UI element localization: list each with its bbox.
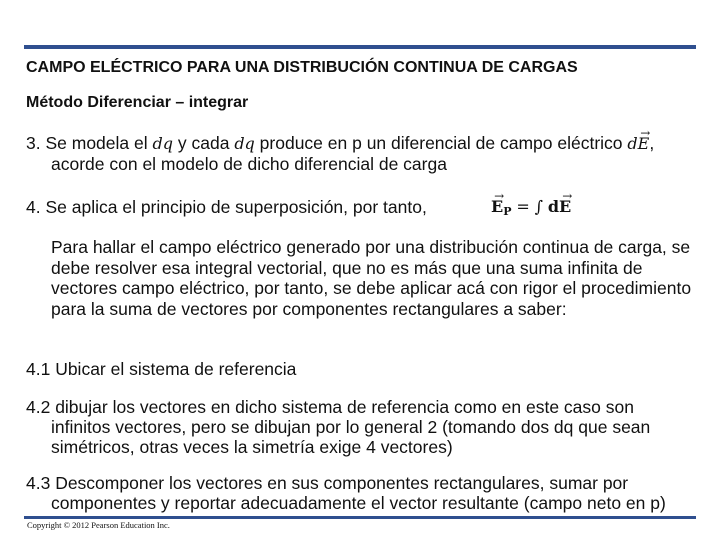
step-4-1: 4.1 Ubicar el sistema de referencia [26, 359, 297, 379]
explanation-paragraph: Para hallar el campo eléctrico generado por una distribución continua de carga, se debe resolver esa integral vectorial, que no es más que una suma infinita de vectores campo eléctrico, por tanto, se debe aplicar acá con rigor el procedimiento para la suma de vectores por componentes rectangulares a saber: [51, 237, 692, 319]
integral-symbol: ∫ [534, 197, 543, 216]
step-3-number: 3. [26, 133, 41, 153]
dq-symbol: dq [152, 134, 173, 153]
copyright-notice: Copyright © 2012 Pearson Education Inc. [27, 520, 170, 530]
formula-ep: → $E_P$ [491, 197, 511, 216]
top-rule [24, 45, 696, 49]
step-3-text-b: y cada [177, 133, 230, 153]
step-4-3-line-1: 4.3 Descomponer los vectores en sus componentes rectangulares, sumar por [26, 473, 629, 493]
slide-title: CAMPO ELÉCTRICO PARA UNA DISTRIBUCIÓN CONTINUA DE CARGAS [26, 59, 578, 76]
step-4-number: 4. [26, 197, 41, 217]
step-4-2 [26, 397, 696, 457]
step-3-text-c: produce en p un diferencial de campo eléctrico [259, 133, 623, 153]
step-4-2-line-2: infinitos vectores, pero se dibujan por lo general 2 (tomando dos dq que sean [51, 417, 651, 437]
bottom-rule [24, 516, 696, 519]
step-4-2-line-1: 4.2 dibujar los vectores en dicho sistema de referencia como en este caso son [26, 397, 634, 417]
dq-symbol: dq [234, 134, 255, 153]
step-4-2-line-3: simétricos, otras veces la simetría exige 4 vectores) [51, 437, 453, 457]
de-vector-symbol: d→ E [627, 134, 649, 153]
formula-equals: = [516, 197, 530, 216]
step-4-3 [26, 473, 706, 513]
step-3 [26, 133, 696, 174]
formula-de: d→ E [548, 197, 571, 216]
step-4-3-line-2: componentes y reportar adecuadamente el vector resultante (campo neto en p) [51, 493, 666, 513]
step-4 [26, 197, 696, 217]
step-3-comma: , [649, 133, 655, 153]
slide-subtitle: Método Diferenciar – integrar [26, 94, 249, 111]
step-4-text: Se aplica el principio de superposición, por tanto, [45, 197, 427, 217]
step-3-text-a: Se modela el [45, 133, 148, 153]
step-3-line-2: acorde con el modelo de dicho diferencial de carga [51, 154, 447, 174]
superposition-formula [491, 196, 571, 222]
